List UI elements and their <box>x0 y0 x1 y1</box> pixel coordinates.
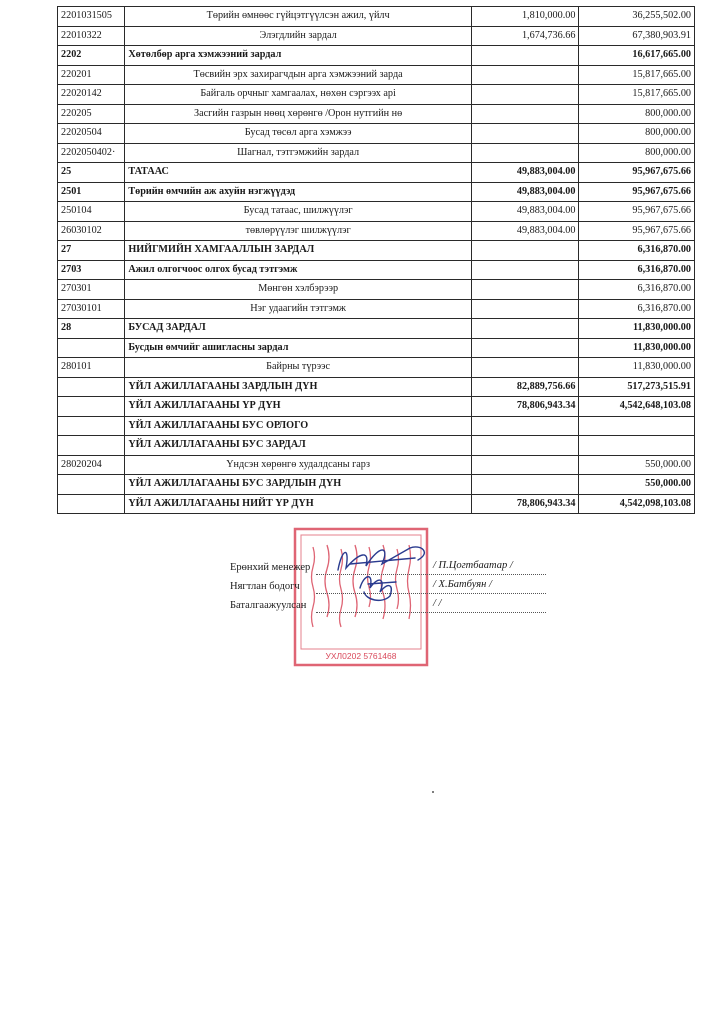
row-name: БУСАД ЗАРДАЛ <box>125 319 472 339</box>
row-code: 22020142 <box>58 85 125 105</box>
row-amount-a <box>471 280 579 300</box>
row-code: 2202050402· <box>58 143 125 163</box>
table-row <box>58 397 695 417</box>
row-name: төвлөрүүлэг шилжүүлэг <box>125 221 472 241</box>
table-row <box>58 163 695 183</box>
table-row <box>58 104 695 124</box>
row-code: 2501 <box>58 182 125 202</box>
table-row <box>58 7 695 27</box>
row-amount-b <box>579 416 695 436</box>
row-code: 220205 <box>58 104 125 124</box>
table-row <box>58 65 695 85</box>
row-amount-a <box>471 260 579 280</box>
accountant-name: / Х.Батбуян / <box>433 579 492 590</box>
row-name: Засгийн газрын нөөц хөрөнгө /Орон нутгийн нө <box>125 104 472 124</box>
row-amount-a <box>471 436 579 456</box>
row-code <box>58 416 125 436</box>
row-amount-a <box>471 455 579 475</box>
signature-block <box>230 558 560 615</box>
table-row <box>58 436 695 456</box>
row-name: Шагнал, тэтгэмжийн зардал <box>125 143 472 163</box>
row-code: 2202 <box>58 46 125 66</box>
row-code: 25 <box>58 163 125 183</box>
row-code: 280101 <box>58 358 125 378</box>
table-row <box>58 416 695 436</box>
row-code: 2201031505 <box>58 7 125 27</box>
row-amount-a: 78,806,943.34 <box>471 494 579 514</box>
row-amount-b: 4,542,098,103.08 <box>579 494 695 514</box>
director-role: Ерөнхий менежер <box>230 562 311 573</box>
table-row <box>58 338 695 358</box>
row-name: Ажил олгогчоос олгох бусад тэтгэмж <box>125 260 472 280</box>
row-amount-b: 6,316,870.00 <box>579 241 695 261</box>
row-code: 27 <box>58 241 125 261</box>
row-code <box>58 338 125 358</box>
row-code <box>58 475 125 495</box>
verified-signature-line <box>316 612 546 613</box>
row-amount-a: 49,883,004.00 <box>471 182 579 202</box>
verified-role: Баталгаажуулсан <box>230 600 307 611</box>
table-row <box>58 280 695 300</box>
row-name: ҮЙЛ АЖИЛЛАГААНЫ НИЙТ ҮР ДҮН <box>125 494 472 514</box>
row-amount-a <box>471 143 579 163</box>
row-amount-b: 11,830,000.00 <box>579 319 695 339</box>
accountant-signature-row <box>230 577 560 596</box>
row-code: 250104 <box>58 202 125 222</box>
row-amount-b: 800,000.00 <box>579 124 695 144</box>
row-name: ҮЙЛ АЖИЛЛАГААНЫ ЗАРДЛЫН ДҮН <box>125 377 472 397</box>
row-name: Төрийн өмнөөс гүйцэтгүүлсэн ажил, үйлч <box>125 7 472 27</box>
row-name: Байрны түрээс <box>125 358 472 378</box>
row-amount-b: 6,316,870.00 <box>579 260 695 280</box>
row-amount-b: 67,380,903.91 <box>579 26 695 46</box>
row-amount-a <box>471 338 579 358</box>
table-row <box>58 358 695 378</box>
scan-speck <box>432 791 434 793</box>
row-amount-b: 800,000.00 <box>579 143 695 163</box>
row-name: Мөнгөн хэлбэрээр <box>125 280 472 300</box>
table-row <box>58 85 695 105</box>
table-row <box>58 182 695 202</box>
row-amount-b: 517,273,515.91 <box>579 377 695 397</box>
row-name: ТАТААС <box>125 163 472 183</box>
row-amount-a <box>471 104 579 124</box>
row-amount-b: 15,817,665.00 <box>579 85 695 105</box>
table-row <box>58 494 695 514</box>
row-amount-a: 1,810,000.00 <box>471 7 579 27</box>
row-name: Бусад татаас, шилжүүлэг <box>125 202 472 222</box>
table-row <box>58 26 695 46</box>
row-code: 2703 <box>58 260 125 280</box>
row-amount-b: 95,967,675.66 <box>579 202 695 222</box>
row-name: Төсвийн эрх захирагчдын арга хэмжээний зарда <box>125 65 472 85</box>
row-amount-b: 36,255,502.00 <box>579 7 695 27</box>
stamp-number: УХЛ0202 5761468 <box>325 651 397 661</box>
row-amount-b: 95,967,675.66 <box>579 221 695 241</box>
table-row <box>58 299 695 319</box>
row-name: ҮЙЛ АЖИЛЛАГААНЫ БУС ЗАРДЛЫН ДҮН <box>125 475 472 495</box>
row-name: Бусдын өмчийг ашигласны зардал <box>125 338 472 358</box>
row-amount-a: 49,883,004.00 <box>471 202 579 222</box>
financial-table <box>57 6 695 514</box>
verified-name: / / <box>433 598 442 609</box>
row-amount-a <box>471 124 579 144</box>
row-code: 28 <box>58 319 125 339</box>
row-name: Байгаль орчныг хамгаалах, нөхөн сэргээх арі <box>125 85 472 105</box>
row-amount-a <box>471 475 579 495</box>
row-amount-a <box>471 46 579 66</box>
row-code: 27030101 <box>58 299 125 319</box>
director-signature-row <box>230 558 560 577</box>
row-amount-a: 49,883,004.00 <box>471 163 579 183</box>
row-amount-b: 11,830,000.00 <box>579 358 695 378</box>
row-amount-b: 15,817,665.00 <box>579 65 695 85</box>
table-row <box>58 319 695 339</box>
row-amount-b <box>579 436 695 456</box>
row-amount-a: 49,883,004.00 <box>471 221 579 241</box>
row-amount-a <box>471 299 579 319</box>
row-code: 26030102 <box>58 221 125 241</box>
row-amount-a: 1,674,736.66 <box>471 26 579 46</box>
row-code <box>58 377 125 397</box>
row-amount-b: 11,830,000.00 <box>579 338 695 358</box>
row-code <box>58 494 125 514</box>
row-amount-b: 6,316,870.00 <box>579 299 695 319</box>
row-name: Үндсэн хөрөнгө худалдсаны гарз <box>125 455 472 475</box>
financial-table-body <box>58 7 695 514</box>
row-amount-b: 550,000.00 <box>579 455 695 475</box>
row-code: 270301 <box>58 280 125 300</box>
row-amount-b: 95,967,675.66 <box>579 182 695 202</box>
table-row <box>58 455 695 475</box>
table-row <box>58 202 695 222</box>
row-code <box>58 436 125 456</box>
accountant-signature-line <box>316 593 546 594</box>
verification-signature-row <box>230 596 560 615</box>
row-name: ҮЙЛ АЖИЛЛАГААНЫ БУС ОРЛОГО <box>125 416 472 436</box>
row-name: Элэгдлийн зардал <box>125 26 472 46</box>
table-row <box>58 221 695 241</box>
row-amount-a: 82,889,756.66 <box>471 377 579 397</box>
row-amount-b: 4,542,648,103.08 <box>579 397 695 417</box>
row-code: 22010322 <box>58 26 125 46</box>
table-row <box>58 475 695 495</box>
accountant-role: Нягтлан бодогч <box>230 581 300 592</box>
row-name: ҮЙЛ АЖИЛЛАГААНЫ БУС ЗАРДАЛ <box>125 436 472 456</box>
row-amount-a <box>471 358 579 378</box>
row-code: 22020504 <box>58 124 125 144</box>
row-amount-b: 16,617,665.00 <box>579 46 695 66</box>
row-code: 220201 <box>58 65 125 85</box>
row-amount-a <box>471 85 579 105</box>
row-amount-a <box>471 241 579 261</box>
row-amount-a <box>471 319 579 339</box>
director-signature-line <box>316 574 546 575</box>
row-amount-b: 800,000.00 <box>579 104 695 124</box>
row-code: 28020204 <box>58 455 125 475</box>
row-amount-b: 95,967,675.66 <box>579 163 695 183</box>
row-amount-a <box>471 416 579 436</box>
row-amount-a: 78,806,943.34 <box>471 397 579 417</box>
table-row <box>58 46 695 66</box>
row-amount-b: 6,316,870.00 <box>579 280 695 300</box>
row-amount-a <box>471 65 579 85</box>
row-name: Бусад төсөл арга хэмжээ <box>125 124 472 144</box>
table-row <box>58 377 695 397</box>
row-name: Хөтөлбөр арга хэмжээний зардал <box>125 46 472 66</box>
row-name: Төрийн өмчийн аж ахуйн нэгжүүдэд <box>125 182 472 202</box>
table-row <box>58 124 695 144</box>
table-row <box>58 241 695 261</box>
row-amount-b: 550,000.00 <box>579 475 695 495</box>
table-row <box>58 260 695 280</box>
table-row <box>58 143 695 163</box>
row-name: Нэг удаагийн тэтгэмж <box>125 299 472 319</box>
row-name: НИЙГМИЙН ХАМГААЛЛЫН ЗАРДАЛ <box>125 241 472 261</box>
director-name: / П.Цогтбаатар / <box>433 560 513 571</box>
row-code <box>58 397 125 417</box>
row-name: ҮЙЛ АЖИЛЛАГААНЫ ҮР ДҮН <box>125 397 472 417</box>
